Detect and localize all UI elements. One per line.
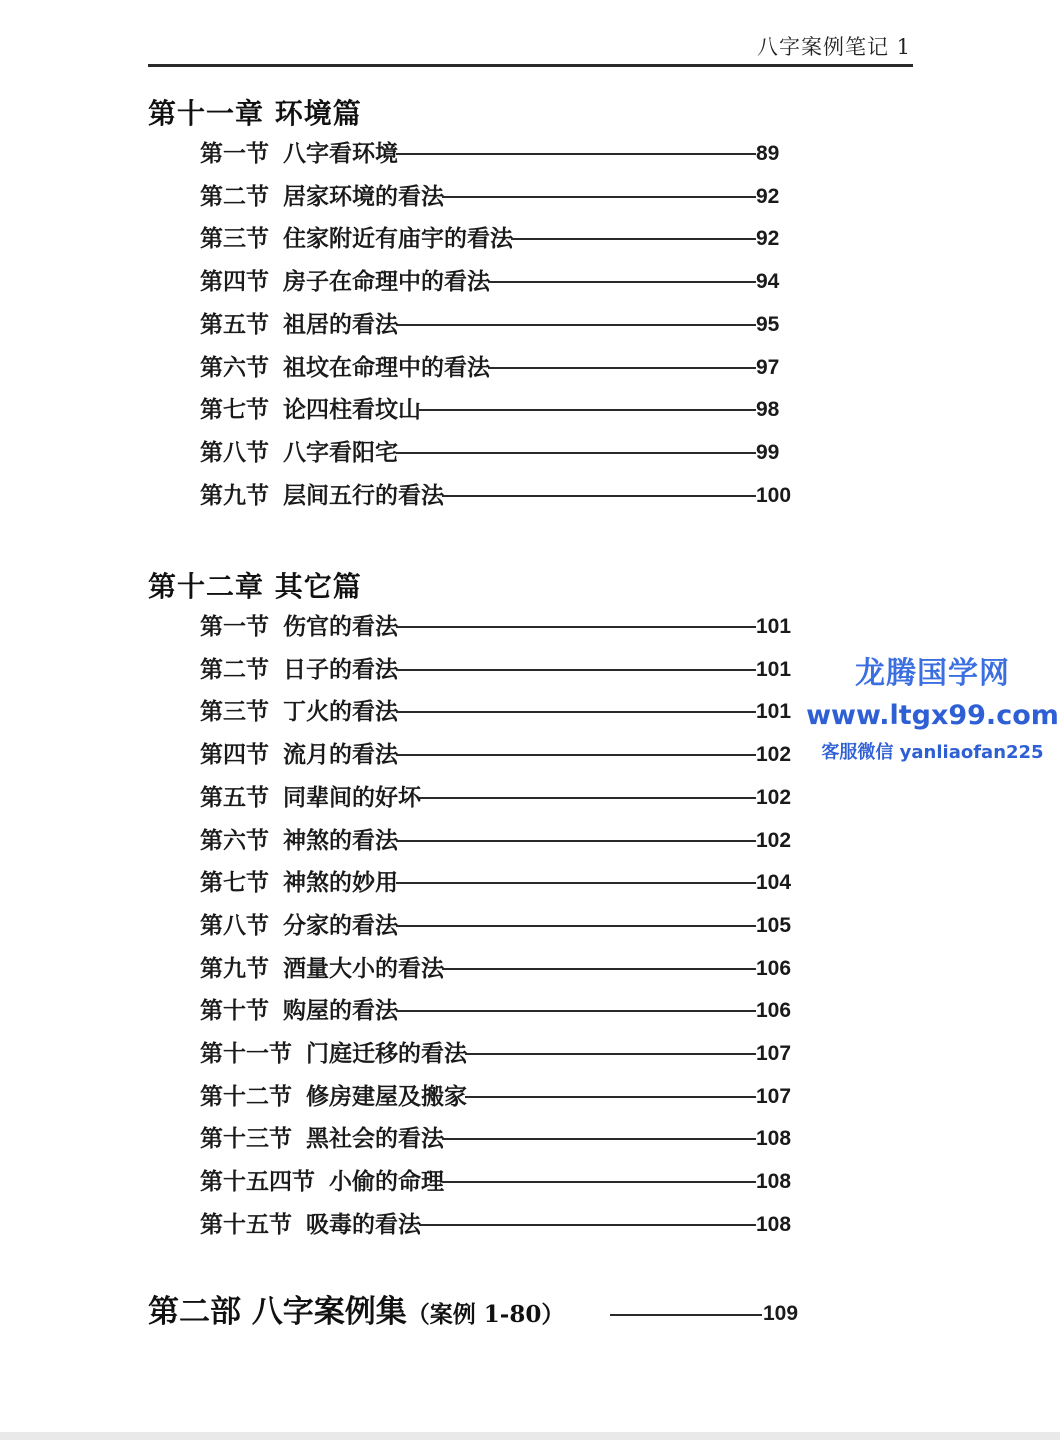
- toc-entry: [200, 224, 1060, 254]
- section-title: 房子在命理中的看法: [283, 268, 490, 295]
- header-title: 八字案例笔记 1: [756, 35, 911, 59]
- entry-label: [200, 139, 398, 169]
- section-number: 第六节: [200, 354, 269, 381]
- section-title: 神煞的妙用: [283, 869, 398, 896]
- section-title: 丁火的看法: [283, 698, 398, 725]
- section-number: 第九节: [200, 955, 269, 982]
- section-title: 门庭迁移的看法: [306, 1040, 467, 1067]
- section-title: 层间五行的看法: [283, 482, 444, 509]
- leader-line: [396, 626, 756, 628]
- toc-entry: [200, 267, 1060, 297]
- section-number: 第一节: [200, 613, 269, 640]
- section-number: 第七节: [200, 396, 269, 423]
- entry-label: [200, 310, 398, 340]
- watermark: [805, 652, 1060, 770]
- page-number: 98: [756, 398, 780, 421]
- toc-entry: [200, 395, 1060, 425]
- section-number: 第十五节: [200, 1211, 292, 1238]
- entry-label: [200, 1124, 444, 1154]
- leader-line: [396, 711, 756, 713]
- page-number: 92: [756, 227, 780, 250]
- toc-entry: [200, 612, 1060, 642]
- section-title: 伤官的看法: [283, 613, 398, 640]
- section-number: 第三节: [200, 225, 269, 252]
- chapter-title: 第十二章 其它篇: [148, 570, 362, 603]
- leader-line: [442, 196, 756, 198]
- leader-line: [396, 925, 756, 927]
- leader-line: [396, 452, 756, 454]
- entry-label: [200, 267, 490, 297]
- section-number: 第三节: [200, 698, 269, 725]
- section-title: 同辈间的好坏: [283, 784, 421, 811]
- watermark-title: 龙腾国学网: [855, 656, 1010, 691]
- section-title: 小偷的命理: [329, 1168, 444, 1195]
- entry-label: [200, 438, 398, 468]
- page-number: 89: [756, 142, 780, 165]
- page-number: 108: [756, 1170, 792, 1193]
- part-leader-line: [610, 1314, 762, 1316]
- bottom-edge: [0, 1432, 1060, 1440]
- section-number: 第六节: [200, 827, 269, 854]
- section-number: 第十五四节: [200, 1168, 315, 1195]
- entry-label: [200, 868, 398, 898]
- page-number: 108: [756, 1213, 792, 1236]
- section-title: 吸毒的看法: [306, 1211, 421, 1238]
- toc-entry: [200, 481, 1060, 511]
- page-header: [148, 0, 913, 67]
- page-number: 105: [756, 914, 792, 937]
- leader-line: [442, 968, 756, 970]
- page-number: 102: [756, 743, 792, 766]
- section-title: 分家的看法: [283, 912, 398, 939]
- entry-label: [200, 1167, 444, 1197]
- leader-line: [396, 669, 756, 671]
- section-number: 第七节: [200, 869, 269, 896]
- page-number: 95: [756, 313, 780, 336]
- entry-label: [200, 655, 398, 685]
- page-number: 107: [756, 1085, 792, 1108]
- entry-label: [200, 182, 444, 212]
- section-number: 第二节: [200, 656, 269, 683]
- page-number: 102: [756, 829, 792, 852]
- entry-label: [200, 826, 398, 856]
- section-title: 修房建屋及搬家: [306, 1083, 467, 1110]
- entry-label: [200, 395, 421, 425]
- leader-line: [396, 324, 756, 326]
- section-number: 第八节: [200, 439, 269, 466]
- section-number: 第四节: [200, 268, 269, 295]
- toc-entry: [200, 911, 1060, 941]
- toc-entry: [200, 783, 1060, 813]
- leader-line: [488, 367, 756, 369]
- page-number: 101: [756, 615, 792, 638]
- page-number: 104: [756, 871, 792, 894]
- leader-line: [465, 1053, 756, 1055]
- leader-line: [396, 754, 756, 756]
- section-title: 祖坟在命理中的看法: [283, 354, 490, 381]
- part-subtitle: （案例 1-80）: [406, 1301, 565, 1328]
- entry-label: [200, 911, 398, 941]
- section-title: 神煞的看法: [283, 827, 398, 854]
- part-title: 第二部 八字案例集: [148, 1294, 407, 1330]
- section-number: 第五节: [200, 784, 269, 811]
- entry-label: [200, 740, 398, 770]
- page-number: 94: [756, 270, 780, 293]
- entry-label: [200, 353, 490, 383]
- watermark-contact: 客服微信 yanliaofan225: [821, 742, 1044, 763]
- leader-line: [442, 1138, 756, 1140]
- section-number: 第十二节: [200, 1083, 292, 1110]
- entry-label: [200, 954, 444, 984]
- leader-line: [442, 495, 756, 497]
- leader-line: [419, 409, 756, 411]
- section-title: 八字看阳宅: [283, 439, 398, 466]
- entry-label: [200, 612, 398, 642]
- leader-line: [511, 238, 756, 240]
- leader-line: [419, 1224, 756, 1226]
- page-number: 100: [756, 484, 792, 507]
- leader-line: [419, 797, 756, 799]
- section-number: 第五节: [200, 311, 269, 338]
- toc-entry: [200, 1082, 1060, 1112]
- toc-entry: [200, 996, 1060, 1026]
- leader-line: [396, 882, 756, 884]
- leader-line: [442, 1181, 756, 1183]
- leader-line: [465, 1096, 756, 1098]
- toc-entry: [200, 868, 1060, 898]
- leader-line: [488, 281, 756, 283]
- toc-entry: [200, 353, 1060, 383]
- entry-label: [200, 1039, 467, 1069]
- section-number: 第十三节: [200, 1125, 292, 1152]
- part-entry: [148, 1290, 848, 1334]
- entry-label: [200, 697, 398, 727]
- toc-entry: [200, 1039, 1060, 1069]
- toc-entry: [200, 182, 1060, 212]
- section-number: 第十节: [200, 997, 269, 1024]
- section-title: 八字看环境: [283, 140, 398, 167]
- page-number: 106: [756, 957, 792, 980]
- section-title: 购屋的看法: [283, 997, 398, 1024]
- toc-entry: [200, 139, 1060, 169]
- section-title: 日子的看法: [283, 656, 398, 683]
- leader-line: [396, 153, 756, 155]
- toc-entry: [200, 438, 1060, 468]
- chapter-title: 第十一章 环境篇: [148, 97, 362, 130]
- page-number: 102: [756, 786, 792, 809]
- section-number: 第一节: [200, 140, 269, 167]
- toc-entry: [200, 826, 1060, 856]
- toc-entry: [200, 310, 1060, 340]
- section-title: 论四柱看坟山: [283, 396, 421, 423]
- entry-label: [200, 996, 398, 1026]
- section-title: 酒量大小的看法: [283, 955, 444, 982]
- section-title: 住家附近有庙宇的看法: [283, 225, 513, 252]
- watermark-url: www.ltgx99.com: [806, 700, 1059, 731]
- page-number: 108: [756, 1127, 792, 1150]
- entry-label: [200, 1210, 421, 1240]
- page-number: 99: [756, 441, 780, 464]
- leader-line: [396, 840, 756, 842]
- page-number: 101: [756, 658, 792, 681]
- toc-entry: [200, 954, 1060, 984]
- section-number: 第八节: [200, 912, 269, 939]
- section-number: 第十一节: [200, 1040, 292, 1067]
- section-title: 流月的看法: [283, 741, 398, 768]
- entry-label: [200, 481, 444, 511]
- entry-label: [200, 783, 421, 813]
- toc-entry: [200, 1210, 1060, 1240]
- section-number: 第四节: [200, 741, 269, 768]
- section-title: 祖居的看法: [283, 311, 398, 338]
- section-number: 第九节: [200, 482, 269, 509]
- section-title: 居家环境的看法: [283, 183, 444, 210]
- part-page-number: 109: [763, 1302, 799, 1325]
- page-number: 106: [756, 999, 792, 1022]
- section-title: 黑社会的看法: [306, 1125, 444, 1152]
- toc-entry: [200, 1167, 1060, 1197]
- page-number: 92: [756, 185, 780, 208]
- leader-line: [396, 1010, 756, 1012]
- entry-label: [200, 224, 513, 254]
- entry-label: [200, 1082, 467, 1112]
- page-number: 101: [756, 700, 792, 723]
- part-label: [148, 1290, 564, 1337]
- section-number: 第二节: [200, 183, 269, 210]
- toc-entry: [200, 1124, 1060, 1154]
- page-number: 97: [756, 356, 780, 379]
- page-number: 107: [756, 1042, 792, 1065]
